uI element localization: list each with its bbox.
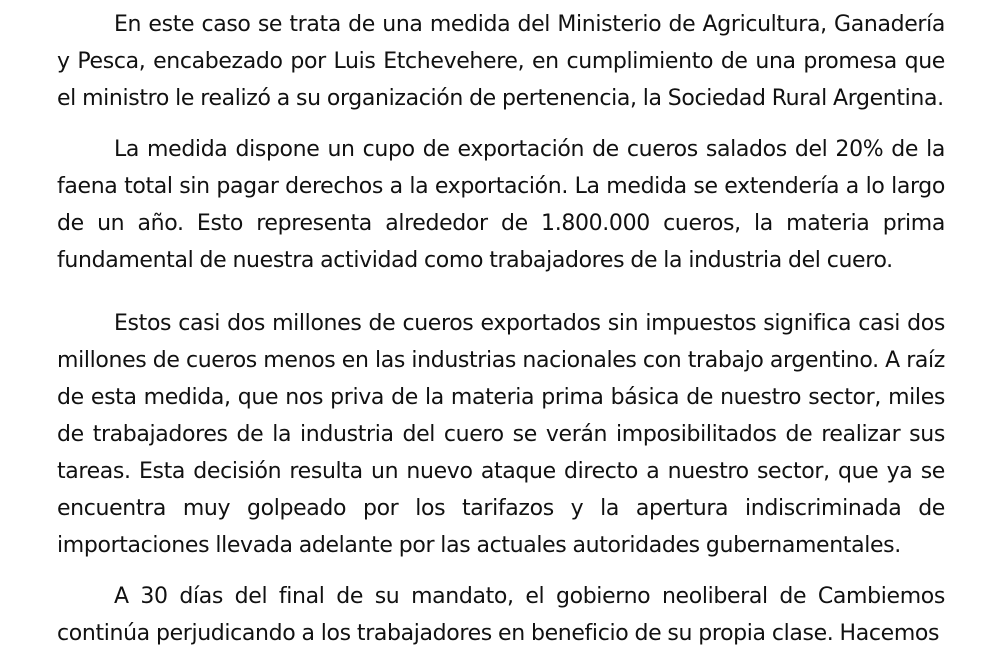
paragraph-government-mandate: A 30 días del final de su mandato, el gobierno neoliberal de Cambiemos continúa perjudicando a los trabajadores en beneficio de su propia clase. Hacemos bbox=[57, 584, 945, 646]
paragraph-ministry-measure: En este caso se trata de una medida del Ministerio de Agricultura, Ganadería y Pesca, encabezado por Luis Etchevehere, en cumplimiento de una promesa que el ministro le realizó a su organización de pertenencia, la Sociedad Rural Argentina. bbox=[57, 12, 945, 111]
document-page bbox=[57, 0, 945, 652]
paragraph-export-quota: La medida dispone un cupo de exportación de cueros salados del 20% de la faena total sin pagar derechos a la exportación. La medida se extendería a lo largo de un año. Esto representa alrededor de 1.800.000 cueros, la materia prima fundamental de nuestra actividad como trabajadores de la industria del cuero. bbox=[57, 137, 945, 273]
paragraph-industry-impact: Estos casi dos millones de cueros exportados sin impuestos significa casi dos millones de cueros menos en las industrias nacionales con trabajo argentino. A raíz de esta medida, que nos priva de la materia prima básica de nuestro sector, miles de trabajadores de la industria del cuero se verán imposibilitados de realizar sus tareas. Esta decisión resulta un nuevo ataque directo a nuestro sector, que ya se encuentra muy golpeado por los tarifazos y la apertura indiscriminada de importaciones llevada adelante por las actuales autoridades gubernamentales. bbox=[57, 311, 945, 558]
